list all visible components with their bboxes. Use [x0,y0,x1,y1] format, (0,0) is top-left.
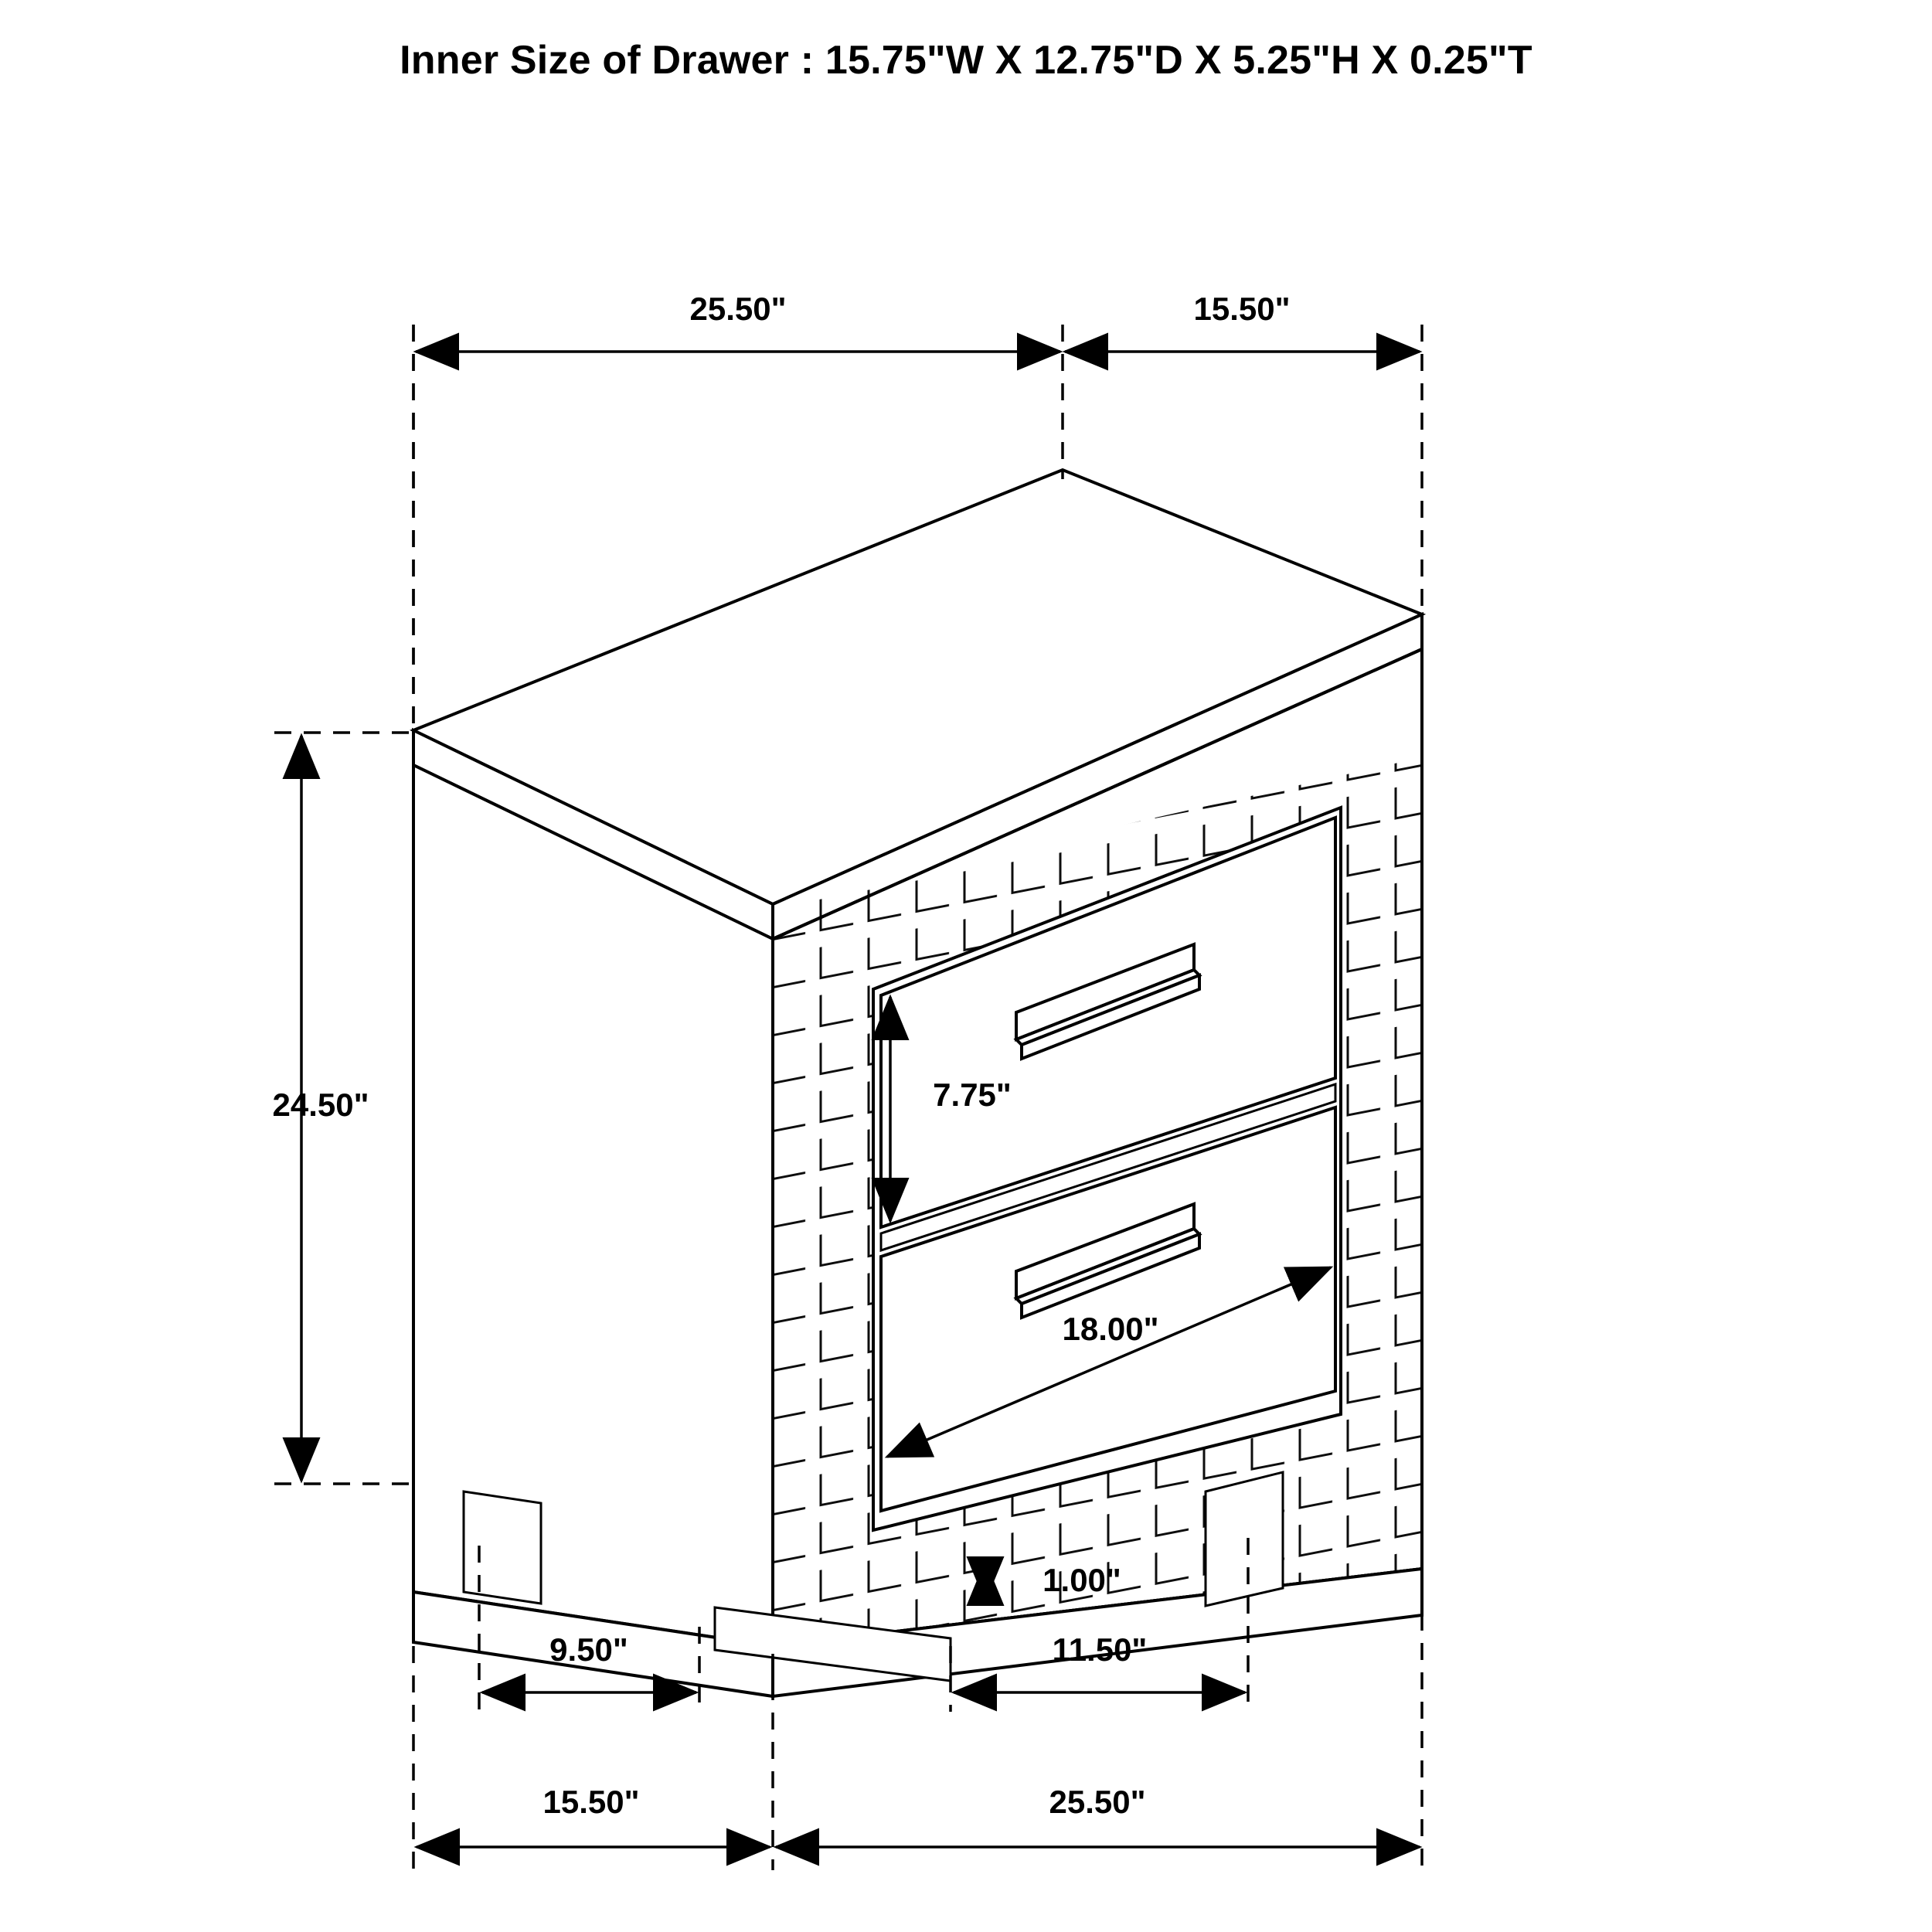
dim-drawer-height: 7.75" [933,1077,1012,1113]
dim-top-right: 15.50" [1193,291,1291,327]
dim-bottom-left: 15.50" [543,1784,640,1820]
dim-bottom-right: 25.50" [1049,1784,1146,1820]
dim-drawer-width: 18.00" [1062,1311,1159,1347]
dim-top-left: 25.50" [689,291,787,327]
dim-height-left: 24.50" [272,1087,369,1123]
dim-foot-left: 9.50" [549,1631,628,1668]
page-title: Inner Size of Drawer : 15.75"W X 12.75"D X 5.25"H X 0.25"T [400,38,1532,83]
dim-plinth-height: 1.00" [1043,1562,1121,1598]
dim-foot-front: 11.50" [1052,1631,1148,1668]
